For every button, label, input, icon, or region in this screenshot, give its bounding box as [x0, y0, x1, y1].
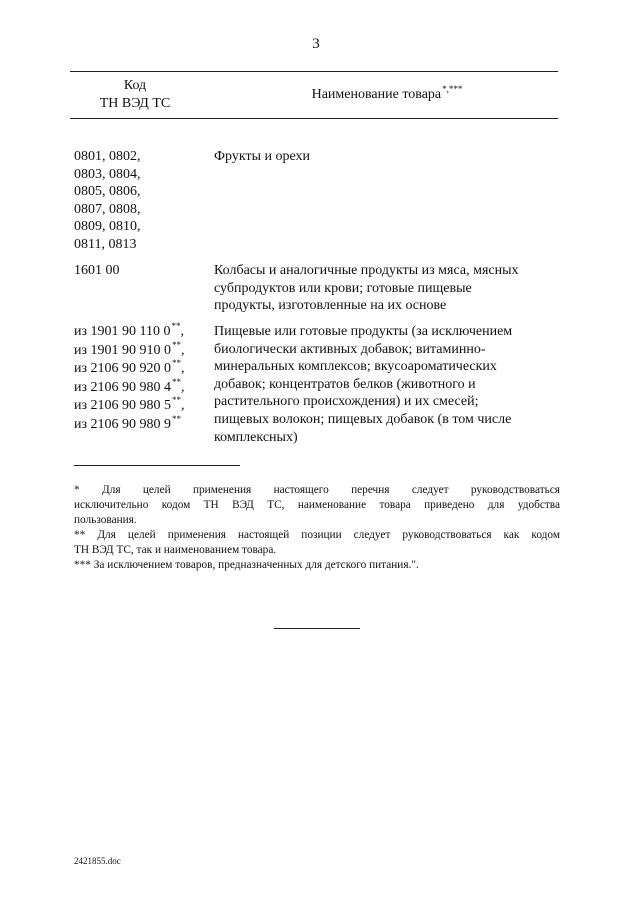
row3-code-mark: ** [172, 339, 182, 350]
row1-code: 0809, 0810, [74, 219, 141, 235]
row3-code: из 1901 90 110 0 [74, 324, 171, 339]
footnote-1-line3: пользования. [74, 514, 137, 526]
row1-code: 0801, 0802, [74, 149, 141, 164]
row3-code: из 2106 90 980 4 [74, 379, 172, 395]
row3-code: из 2106 90 980 9 [74, 416, 172, 432]
table-top-rule [70, 71, 558, 72]
row3-name-line: комплексных) [214, 429, 298, 445]
row2-name-line: субпродуктов или крови; готовые пищевые [214, 280, 472, 296]
header-name [214, 86, 560, 104]
row3-name-line: минеральных комплексов; вкусоароматических [214, 359, 497, 375]
row3-code-line [74, 323, 185, 342]
row1-name-line: Фрукты и орехи [214, 149, 311, 164]
row3-code: из 2106 90 920 0 [74, 361, 172, 377]
row2-name [214, 262, 560, 315]
row3-code-line [74, 413, 185, 435]
row3-code: из 1901 90 910 0 [74, 342, 172, 358]
footnote-3-line1: *** За исключением товаров, предназначенных для детского питания.". [74, 559, 419, 571]
row1-code: 0805, 0806, [74, 184, 141, 200]
row3-code-mark: ** [172, 413, 182, 424]
row2-name-line: Колбасы и аналогичные продукты из мяса, мясных [214, 263, 519, 278]
footnote-1-line2: исключительно кодом ТН ВЭД ТС, наименование товара приведено для удобства [74, 499, 560, 511]
row3-name [214, 323, 560, 446]
table-header-rule [70, 118, 558, 119]
row3-name-line: Пищевые или готовые продукты (за исключением [214, 324, 513, 339]
row3-code-mark: ** [171, 321, 181, 331]
row3-name-line: биологически активных добавок; витаминно- [214, 341, 486, 357]
row3-code-mark: ** [172, 358, 182, 369]
row1-code: 0807, 0808, [74, 201, 141, 217]
row3-code-mark: ** [172, 395, 182, 406]
row3-code-line [74, 376, 185, 398]
row3-code-suffix: , [181, 361, 185, 377]
row2-codes [74, 262, 120, 280]
footnote-1-line1: * Для целей применения настоящего перечня следует руководствоваться [74, 484, 560, 496]
header-name-marks: *,*** [442, 84, 463, 94]
row3-code-line [74, 397, 185, 416]
row3-code-mark: ** [172, 376, 182, 387]
row1-codes [74, 148, 141, 254]
row2-code: 1601 00 [74, 263, 120, 278]
header-code-line1: Код [123, 78, 147, 93]
footnote-separator [74, 465, 240, 466]
row3-code-line [74, 339, 185, 361]
row3-name-line: растительного происхождения) и их смесей; [214, 394, 479, 410]
row1-code: 0811, 0813 [74, 236, 137, 252]
row3-name-line: пищевых волокон; пищевых добавок (в том числе [214, 411, 512, 427]
page-number: 3 [312, 36, 320, 52]
row1-name [214, 148, 560, 166]
footnote-2-line1: ** Для целей применения настоящей позиции следует руководствоваться как кодом [74, 529, 560, 541]
row3-code-suffix: , [180, 324, 185, 339]
header-code-line2: ТН ВЭД ТС [99, 96, 171, 111]
row3-name-line: добавок; концентратов белков (животного и [214, 376, 476, 392]
row3-code-suffix: , [181, 379, 185, 395]
row3-code: из 2106 90 980 5 [74, 398, 172, 414]
header-name-text: Наименование товара [311, 87, 442, 102]
row3-code-suffix: , [181, 398, 185, 414]
end-rule [274, 628, 360, 629]
row3-codes [74, 323, 185, 435]
document-reference: 2421855.doc [74, 856, 121, 866]
row2-name-line: продукты, изготовленные на их основе [214, 298, 447, 314]
row3-code-line [74, 360, 185, 379]
row1-code: 0803, 0804, [74, 166, 141, 182]
footnote-2-line2: ТН ВЭД ТС, так и наименованием товара. [74, 544, 277, 556]
row3-code-suffix: , [181, 342, 185, 358]
